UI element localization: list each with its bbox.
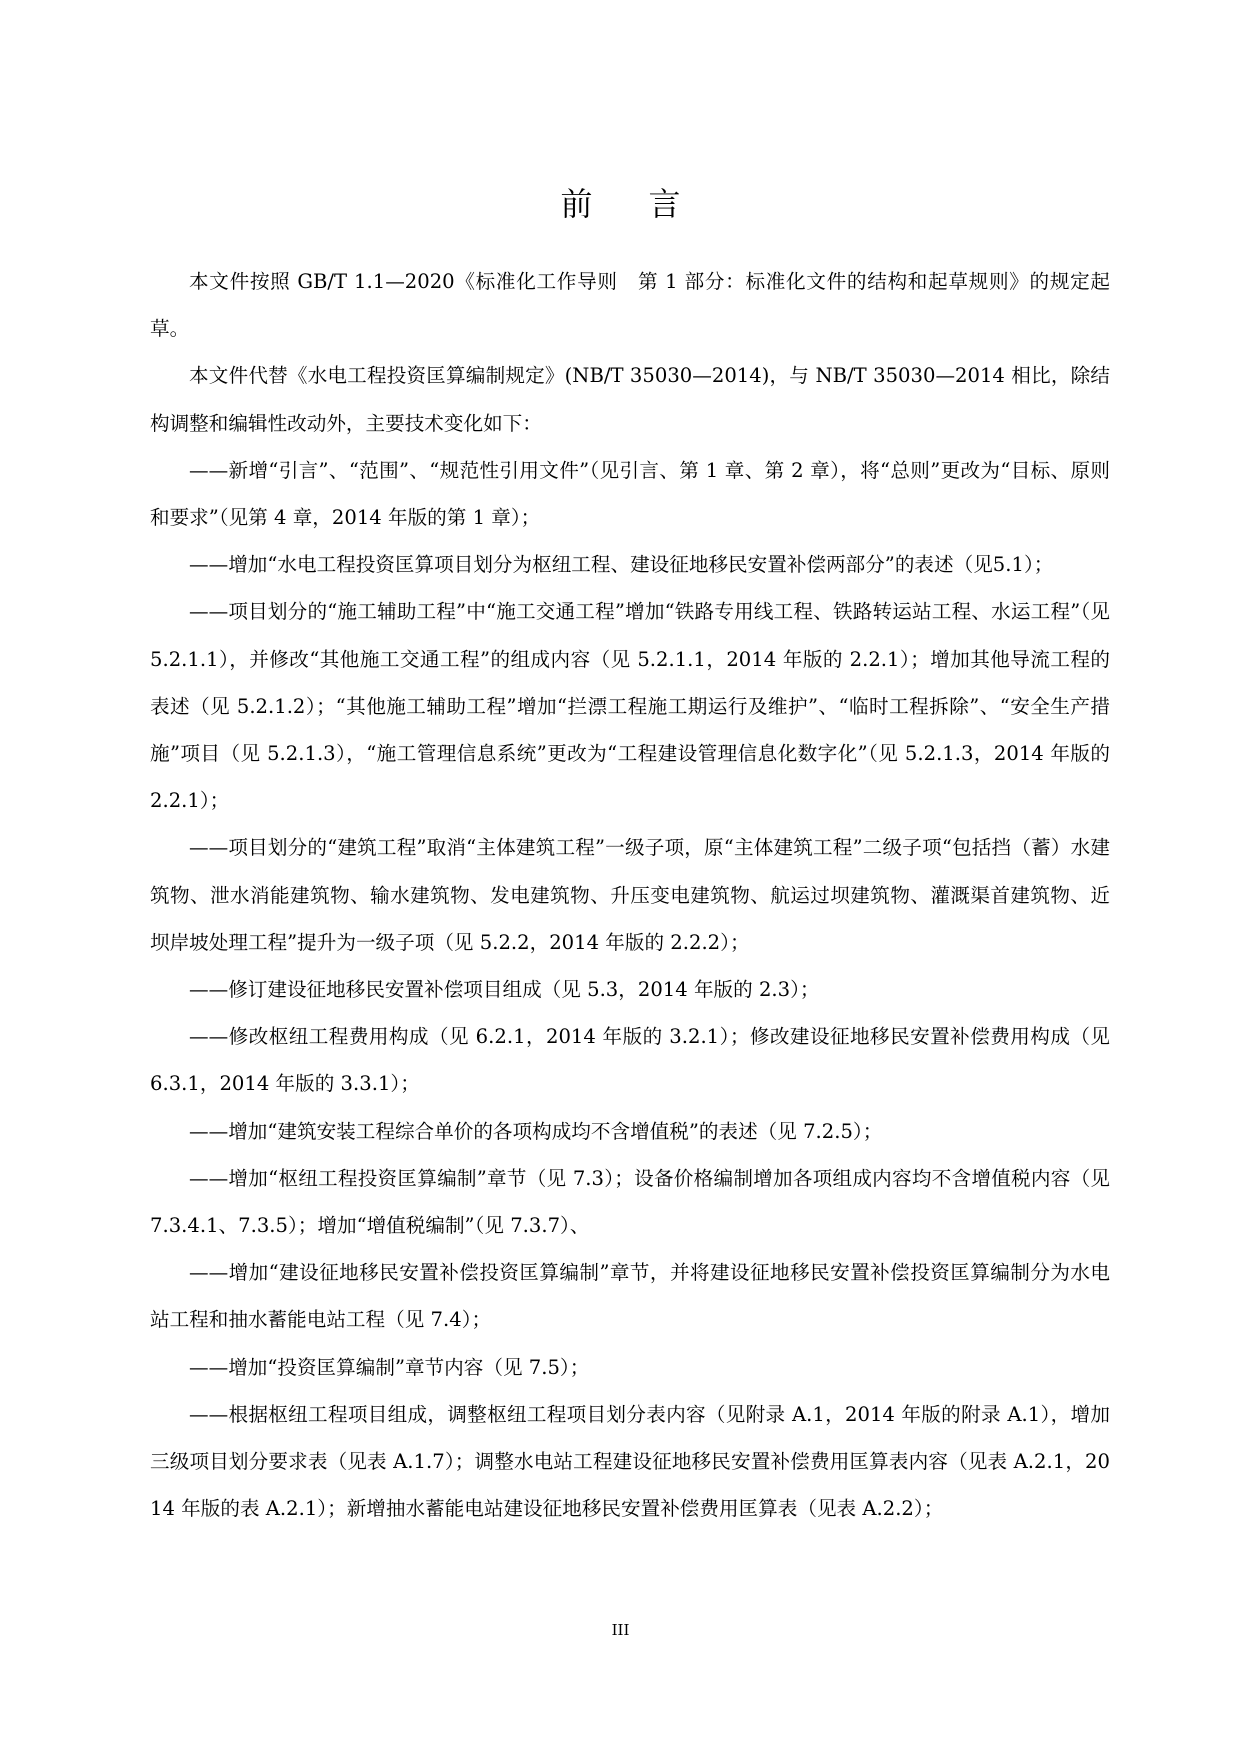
paragraph: ——修订建设征地移民安置补偿项目组成（见 5.3，2014 年版的 2.3）； [189, 978, 820, 1002]
paragraph: ——增加“建设征地移民安置补偿投资匡算编制”章节，并将建设征地移民安置补偿投资匡算编制分为水电站工程和抽水蓄能电站工程（见 7.4）； [150, 1261, 1110, 1332]
document-body [150, 258, 1110, 1532]
paragraph: 本文件按照 GB/T 1.1—2020《标准化工作导则 第 1 部分：标准化文件的结构和起草规则》的规定起草。 [150, 270, 1110, 341]
paragraph: ——增加“水电工程投资匡算项目划分为枢纽工程、建设征地移民安置补偿两部分”的表述（见5.1）； [189, 553, 1054, 577]
paragraph: 本文件代替《水电工程投资匡算编制规定》(NB/T 35030—2014)，与 NB/T 35030—2014 相比，除结构调整和编辑性改动外，主要技术变化如下： [150, 364, 1110, 435]
paragraph: ——修改枢纽工程费用构成（见 6.2.1，2014 年版的 3.2.1）；修改建设征地移民安置补偿费用构成（见 6.3.1，2014 年版的 3.3.1）； [150, 1025, 1110, 1096]
paragraph: ——项目划分的“施工辅助工程”中“施工交通工程”增加“铁路专用线工程、铁路转运站工程、水运工程”（见 5.2.1.1），并修改“其他施工交通工程”的组成内容（见 5.2.1.1，2014 年版的 2.2.1）；增加其他导流工程的表述（见 5.2.1.2）；“其他施工辅助工程”增加“拦漂工程施工期运行及维护”、“临时工程拆除”、“安全生产措施”项目（见 5.2.1.3），“施工管理信息系统”更改为“工程建设管理信息化数字化”（见 5.2.1.3，2014 年版的 2.2.1）； [150, 600, 1110, 813]
paragraph: ——增加“建筑安装工程综合单价的各项构成均不含增值税”的表述（见 7.2.5）； [189, 1119, 883, 1143]
paragraph: ——项目划分的“建筑工程”取消“主体建筑工程”一级子项，原“主体建筑工程”二级子项“包括挡（蓄）水建筑物、泄水消能建筑物、输水建筑物、发电建筑物、升压变电建筑物、航运过坝建筑物、灌溉渠首建筑物、近坝岸坡处理工程”提升为一级子项（见 5.2.2，2014 年版的 2.2.2）； [150, 836, 1110, 954]
paragraph: ——根据枢纽工程项目组成，调整枢纽工程项目划分表内容（见附录 A.1，2014 年版的附录 A.1），增加三级项目划分要求表（见表 A.1.7）；调整水电站工程建设征地移民安置补偿费用匡算表内容（见表 A.2.1，2014 年版的表 A.2.1）；新增抽水蓄能电站建设征地移民安置补偿费用匡算表（见表 A.2.2）； [150, 1402, 1110, 1521]
paragraph: ——新增“引言”、“范围”、“规范性引用文件”（见引言、第 1 章、第 2 章），将“总则”更改为“目标、原则和要求”（见第 4 章，2014 年版的第 1 章）； [150, 458, 1110, 530]
paragraph: ——增加“枢纽工程投资匡算编制”章节（见 7.3）；设备价格编制增加各项组成内容均不含增值税内容（见 7.3.4.1、7.3.5）；增加“增值税编制”（见 7.3.7）、 [150, 1166, 1110, 1238]
paragraph: ——增加“投资匡算编制”章节内容（见 7.5）； [189, 1355, 590, 1379]
page-number: III [611, 1621, 630, 1639]
page-title: 前言 [560, 185, 737, 223]
